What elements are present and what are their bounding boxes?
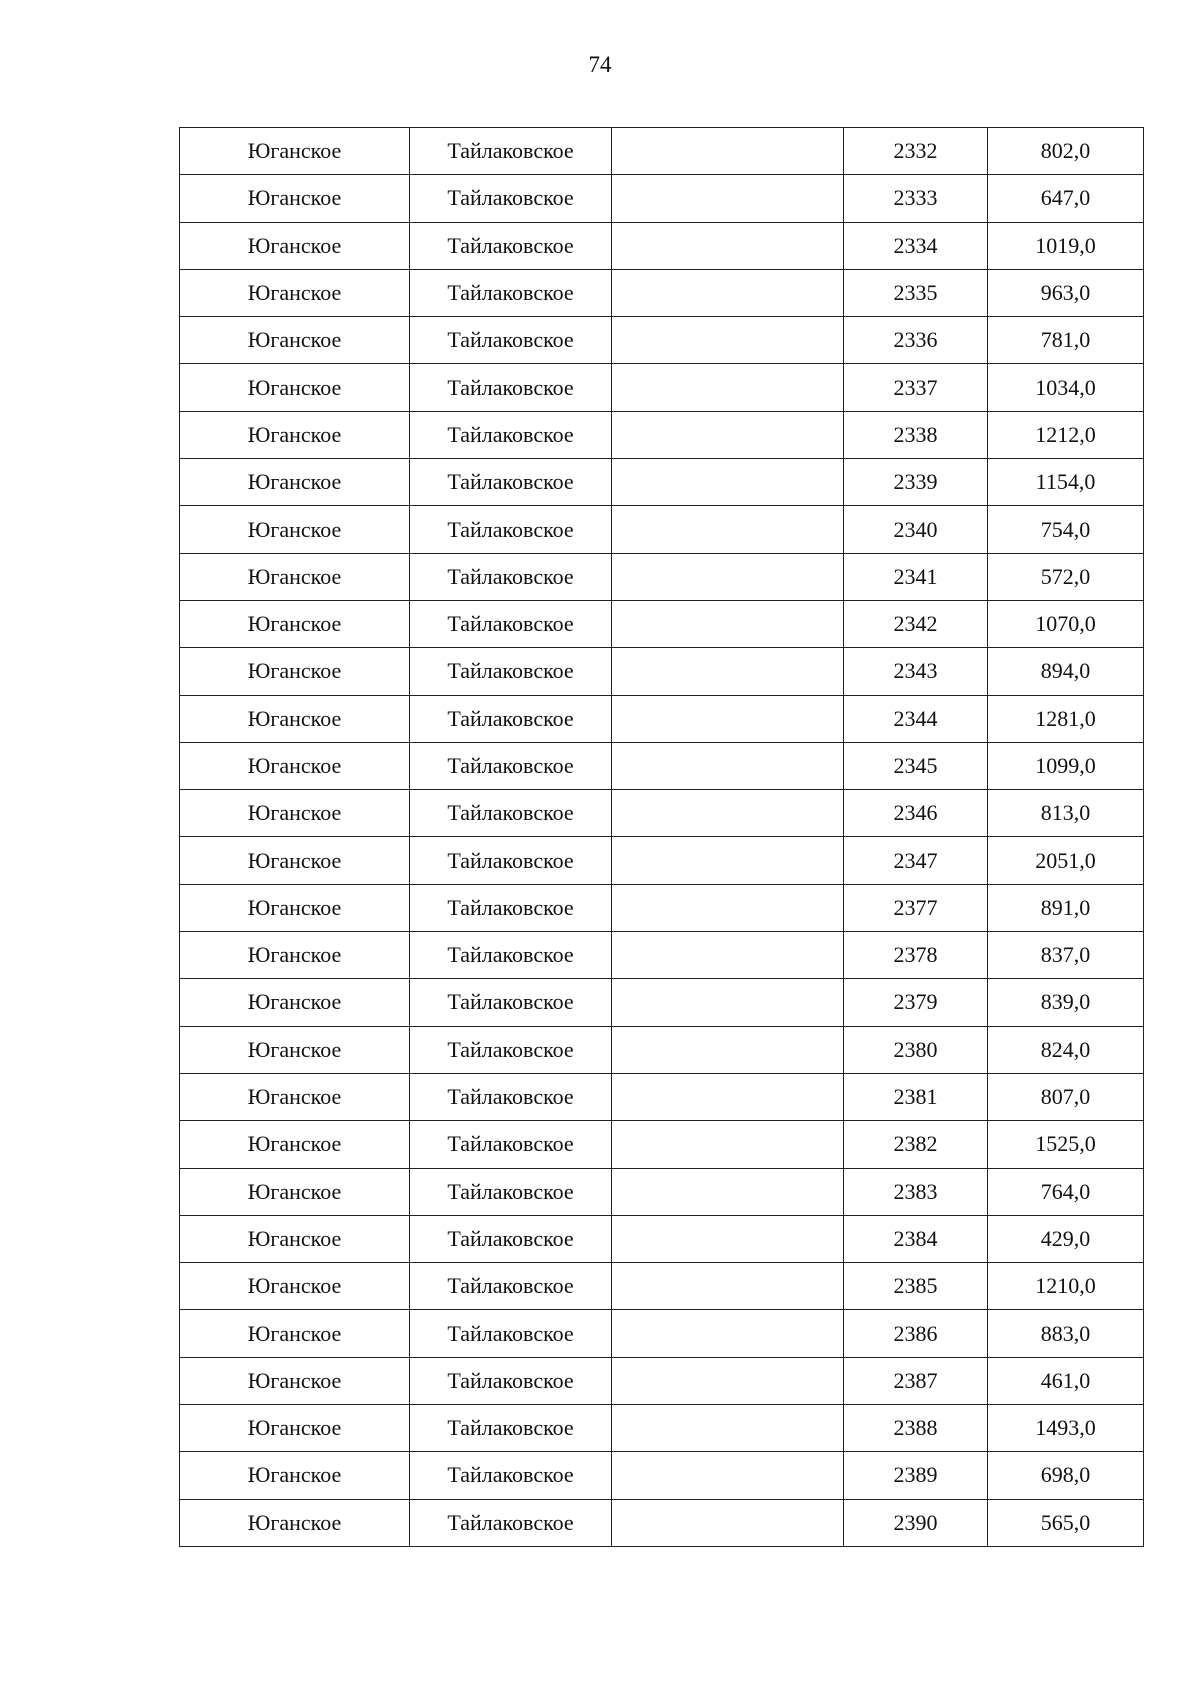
number-cell: 2342 [844,600,988,647]
table-row [180,837,1144,884]
value-cell: 647,0 [988,175,1144,222]
field-cell: Тайлаковское [410,600,612,647]
region-cell: Юганское [180,1026,410,1073]
value-cell: 572,0 [988,553,1144,600]
blank-cell [612,932,844,979]
number-cell: 2333 [844,175,988,222]
field-cell: Тайлаковское [410,1499,612,1546]
value-cell: 1099,0 [988,742,1144,789]
region-cell: Юганское [180,459,410,506]
region-cell: Юганское [180,932,410,979]
region-cell: Юганское [180,222,410,269]
number-cell: 2344 [844,695,988,742]
region-cell: Юганское [180,600,410,647]
value-cell: 963,0 [988,269,1144,316]
table-row [180,553,1144,600]
field-cell: Тайлаковское [410,742,612,789]
region-cell: Юганское [180,648,410,695]
value-cell: 1281,0 [988,695,1144,742]
region-cell: Юганское [180,695,410,742]
table-row [180,648,1144,695]
field-cell: Тайлаковское [410,1357,612,1404]
number-cell: 2339 [844,459,988,506]
value-cell: 807,0 [988,1073,1144,1120]
field-cell: Тайлаковское [410,884,612,931]
field-cell: Тайлаковское [410,317,612,364]
blank-cell [612,364,844,411]
value-cell: 891,0 [988,884,1144,931]
blank-cell [612,1215,844,1262]
number-cell: 2382 [844,1121,988,1168]
number-cell: 2378 [844,932,988,979]
table-body [180,128,1144,1547]
table-row [180,269,1144,316]
field-cell: Тайлаковское [410,695,612,742]
blank-cell [612,1405,844,1452]
table-row [180,979,1144,1026]
region-cell: Юганское [180,175,410,222]
field-cell: Тайлаковское [410,648,612,695]
value-cell: 1034,0 [988,364,1144,411]
table-row [180,411,1144,458]
number-cell: 2336 [844,317,988,364]
table-row [180,790,1144,837]
field-cell: Тайлаковское [410,1263,612,1310]
table-row [180,175,1144,222]
number-cell: 2337 [844,364,988,411]
blank-cell [612,1357,844,1404]
field-cell: Тайлаковское [410,175,612,222]
number-cell: 2345 [844,742,988,789]
blank-cell [612,1026,844,1073]
region-cell: Юганское [180,269,410,316]
table-row [180,1168,1144,1215]
value-cell: 837,0 [988,932,1144,979]
number-cell: 2380 [844,1026,988,1073]
field-cell: Тайлаковское [410,1073,612,1120]
number-cell: 2334 [844,222,988,269]
table-row [180,222,1144,269]
blank-cell [612,269,844,316]
blank-cell [612,411,844,458]
value-cell: 839,0 [988,979,1144,1026]
table-row [180,128,1144,175]
region-cell: Юганское [180,742,410,789]
region-cell: Юганское [180,1215,410,1262]
table-row [180,506,1144,553]
value-cell: 1070,0 [988,600,1144,647]
blank-cell [612,317,844,364]
field-cell: Тайлаковское [410,506,612,553]
number-cell: 2386 [844,1310,988,1357]
data-table [179,127,1144,1547]
number-cell: 2332 [844,128,988,175]
value-cell: 813,0 [988,790,1144,837]
table-row [180,1499,1144,1546]
value-cell: 461,0 [988,1357,1144,1404]
number-cell: 2377 [844,884,988,931]
value-cell: 565,0 [988,1499,1144,1546]
region-cell: Юганское [180,506,410,553]
value-cell: 1525,0 [988,1121,1144,1168]
blank-cell [612,1499,844,1546]
value-cell: 894,0 [988,648,1144,695]
field-cell: Тайлаковское [410,128,612,175]
number-cell: 2385 [844,1263,988,1310]
value-cell: 2051,0 [988,837,1144,884]
region-cell: Юганское [180,1121,410,1168]
value-cell: 1493,0 [988,1405,1144,1452]
table-row [180,1357,1144,1404]
blank-cell [612,506,844,553]
value-cell: 764,0 [988,1168,1144,1215]
region-cell: Юганское [180,317,410,364]
blank-cell [612,979,844,1026]
value-cell: 429,0 [988,1215,1144,1262]
number-cell: 2346 [844,790,988,837]
region-cell: Юганское [180,837,410,884]
table-row [180,742,1144,789]
blank-cell [612,600,844,647]
field-cell: Тайлаковское [410,222,612,269]
region-cell: Юганское [180,884,410,931]
region-cell: Юганское [180,1452,410,1499]
number-cell: 2381 [844,1073,988,1120]
number-cell: 2340 [844,506,988,553]
table-row [180,1215,1144,1262]
value-cell: 802,0 [988,128,1144,175]
field-cell: Тайлаковское [410,364,612,411]
blank-cell [612,175,844,222]
blank-cell [612,837,844,884]
blank-cell [612,222,844,269]
field-cell: Тайлаковское [410,553,612,600]
field-cell: Тайлаковское [410,1026,612,1073]
value-cell: 1019,0 [988,222,1144,269]
region-cell: Юганское [180,1263,410,1310]
value-cell: 1212,0 [988,411,1144,458]
table-row [180,1026,1144,1073]
value-cell: 883,0 [988,1310,1144,1357]
blank-cell [612,790,844,837]
field-cell: Тайлаковское [410,979,612,1026]
region-cell: Юганское [180,1073,410,1120]
blank-cell [612,695,844,742]
table-row [180,1310,1144,1357]
value-cell: 1210,0 [988,1263,1144,1310]
blank-cell [612,648,844,695]
blank-cell [612,1121,844,1168]
value-cell: 698,0 [988,1452,1144,1499]
field-cell: Тайлаковское [410,1452,612,1499]
table-row [180,1263,1144,1310]
value-cell: 824,0 [988,1026,1144,1073]
value-cell: 1154,0 [988,459,1144,506]
number-cell: 2347 [844,837,988,884]
table-row [180,459,1144,506]
field-cell: Тайлаковское [410,1121,612,1168]
region-cell: Юганское [180,790,410,837]
field-cell: Тайлаковское [410,1168,612,1215]
number-cell: 2390 [844,1499,988,1546]
blank-cell [612,1168,844,1215]
region-cell: Юганское [180,553,410,600]
blank-cell [612,553,844,600]
table-row [180,600,1144,647]
page-number: 74 [588,52,612,77]
region-cell: Юганское [180,128,410,175]
region-cell: Юганское [180,1168,410,1215]
blank-cell [612,459,844,506]
table-row [180,695,1144,742]
number-cell: 2384 [844,1215,988,1262]
blank-cell [612,1310,844,1357]
blank-cell [612,1452,844,1499]
number-cell: 2338 [844,411,988,458]
blank-cell [612,1073,844,1120]
region-cell: Юганское [180,1405,410,1452]
field-cell: Тайлаковское [410,1215,612,1262]
region-cell: Юганское [180,1310,410,1357]
field-cell: Тайлаковское [410,459,612,506]
table-row [180,364,1144,411]
region-cell: Юганское [180,979,410,1026]
blank-cell [612,884,844,931]
table-row [180,1121,1144,1168]
field-cell: Тайлаковское [410,1405,612,1452]
region-cell: Юганское [180,1357,410,1404]
number-cell: 2341 [844,553,988,600]
table-row [180,932,1144,979]
number-cell: 2388 [844,1405,988,1452]
field-cell: Тайлаковское [410,837,612,884]
table-row [180,317,1144,364]
number-cell: 2389 [844,1452,988,1499]
field-cell: Тайлаковское [410,790,612,837]
blank-cell [612,128,844,175]
blank-cell [612,742,844,789]
number-cell: 2383 [844,1168,988,1215]
table-row [180,1073,1144,1120]
blank-cell [612,1263,844,1310]
field-cell: Тайлаковское [410,411,612,458]
table-row [180,1405,1144,1452]
number-cell: 2387 [844,1357,988,1404]
field-cell: Тайлаковское [410,1310,612,1357]
region-cell: Юганское [180,364,410,411]
value-cell: 754,0 [988,506,1144,553]
number-cell: 2343 [844,648,988,695]
field-cell: Тайлаковское [410,269,612,316]
region-cell: Юганское [180,1499,410,1546]
number-cell: 2379 [844,979,988,1026]
field-cell: Тайлаковское [410,932,612,979]
table-row [180,1452,1144,1499]
number-cell: 2335 [844,269,988,316]
region-cell: Юганское [180,411,410,458]
table-row [180,884,1144,931]
value-cell: 781,0 [988,317,1144,364]
